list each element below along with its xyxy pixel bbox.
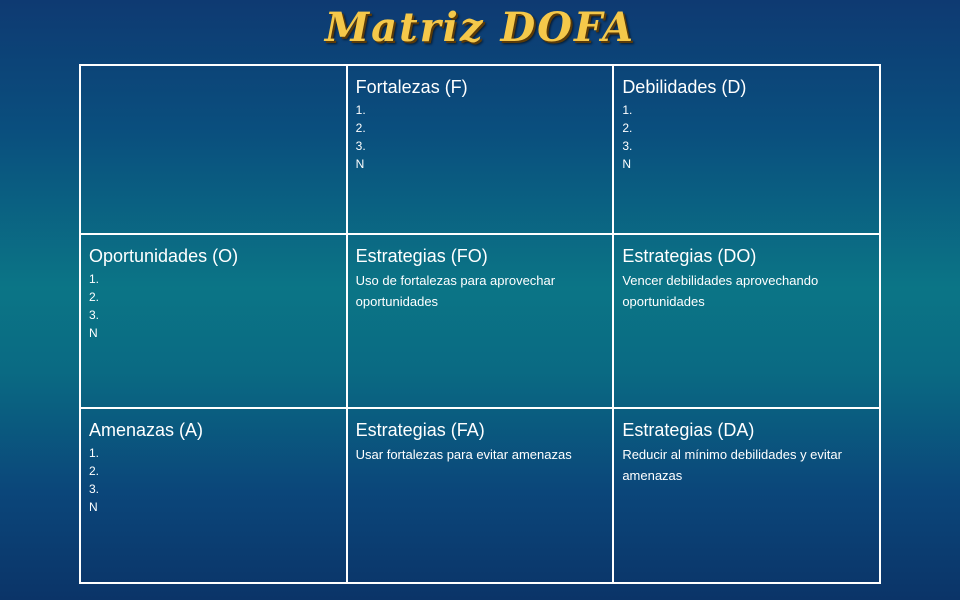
weaknesses-heading: Debilidades (D) [622, 77, 747, 97]
list-item: N [355, 157, 365, 171]
strategy-fa-heading: Estrategias (FA) [355, 420, 485, 441]
strategy-do-cell [613, 234, 880, 409]
threats-heading: Amenazas (A) [89, 420, 204, 441]
list-item: 1. [355, 103, 366, 117]
list-item: 3. [622, 139, 633, 153]
list-item: N [89, 500, 98, 515]
strategy-fa-description: Usar fortalezas para evitar amenazas [355, 447, 572, 463]
dofa-matrix [79, 64, 881, 584]
threats-list [89, 444, 338, 516]
list-item: 3. [355, 139, 366, 153]
list-item: 2. [622, 121, 633, 135]
opportunities-row [80, 234, 880, 409]
strengths-heading: Fortalezas (F) [355, 77, 468, 97]
list-item: 2. [89, 464, 100, 479]
opportunities-cell [80, 234, 347, 409]
threats-row [80, 408, 880, 583]
opportunities-heading: Oportunidades (O) [89, 245, 239, 266]
list-item: 2. [355, 121, 366, 135]
strategy-fo-description: Uso de fortalezas para aprovechar oportunidades [355, 272, 556, 309]
weaknesses-cell [613, 65, 880, 234]
list-item: N [89, 325, 98, 340]
strategy-fo-cell [347, 234, 614, 409]
strategy-fa-cell [347, 408, 614, 583]
threats-cell [80, 408, 347, 583]
strategy-da-cell [613, 408, 880, 583]
page-title: Matriz DOFA [324, 4, 636, 51]
strategy-da-description: Reducir al mínimo debilidades y evitar amenazas [622, 447, 842, 484]
strategy-da-heading: Estrategias (DA) [622, 420, 755, 441]
strategy-do-description: Vencer debilidades aprovechando oportunidades [622, 272, 819, 309]
strategy-do-heading: Estrategias (DO) [622, 245, 757, 266]
list-item: N [622, 157, 631, 171]
list-item: 3. [89, 482, 100, 497]
list-item: 2. [89, 289, 100, 304]
list-item: 1. [89, 271, 100, 286]
list-item: 1. [89, 446, 100, 461]
list-item: 1. [622, 103, 633, 117]
list-item: 3. [89, 307, 100, 322]
corner-cell [80, 65, 347, 234]
strengths-list [356, 101, 605, 173]
weaknesses-list [622, 101, 871, 173]
strengths-cell [347, 65, 614, 234]
opportunities-list [89, 270, 338, 342]
header-row [80, 65, 880, 234]
strategy-fo-heading: Estrategias (FO) [355, 245, 488, 266]
